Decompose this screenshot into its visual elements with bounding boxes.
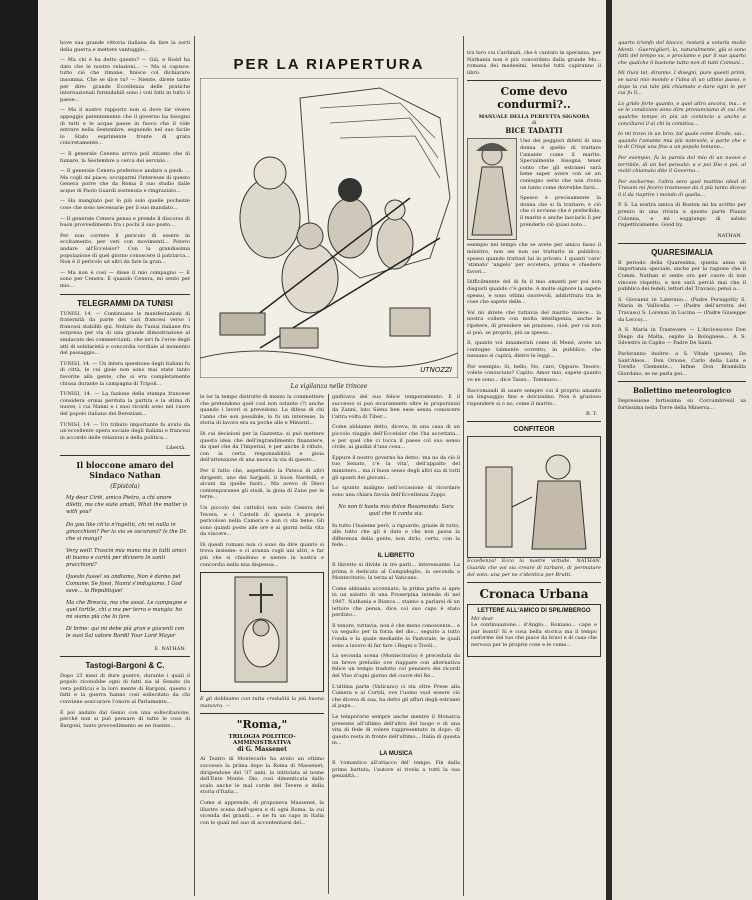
confiteor-title: CONFITEOR [513,426,555,434]
article-text: Eppure il nostro governo ha detto: 'ma no da ciò il tuo Senato, c'è la vita', dell'appalto del ministero... ma il buon senso degli altri sia di tutti gli spunti dei giovani... [332,454,460,481]
article-text: Lo spunto maligno nell'occasione di ricordare sono una chiara favola dell'Eccellenza Zoppi. [332,485,460,498]
come-di: di [531,120,537,127]
article-text: Come si apprende, di proponeva Massenet, la illustre scena dell'opera e di ogni Roma, la cui vicenda dei grandi... e ne fu un capo in Italia con le quali nel suo di accontentarsi del... [200,800,324,826]
article-text: — Ma chi è ha detto questo? — Già, e Rodd ha dato che le nostre relazioni... — Ma si capisce: tutto ciò che rimane, finisce col dichiarare insomma. Che se dice tu? — Niente, direte tante per dire: grande Eccellenza delle pratiche internazionali formidabili sono i voti fatti in tutto il paese... [60,57,190,103]
article-text: Per non correre il pericolo di essere in eccitamento, per veri con movimenti... Potevo andare all'Eccelsior? Con la grandissima popolazione di quel giorno conoscere il patriarca... Non è il pericolo ad altri da fare la gran... [60,232,190,266]
article-text: A S. Maria in Trastevere — L'Arcivescovo Don Diego da Malta, ospite la Bolognese... A S. Silvestro in Capite — Padre De Santi. [618,327,746,347]
divider [467,80,601,81]
article-text: — Ha mangiato per lo più solo quelle pochezze cose che sono necessarie per il suo mandato... [60,198,190,212]
article-text: Le temporarie sempre anche mentre il Monarca presente all'ultimo dell'altro del luogo e di una vita di fede di volere rappresentato in dopo: di questo resta in fronte dell'ultimo... Italia di questa in... [332,713,460,747]
article-text: Il, quanto voi innamorati come di Menè, avete un contegno talmente corretto, in pubblico, che nessuno si capirà, dietro le leggi... [467,340,601,360]
nathan-subtitle: (Epistola) [110,483,140,491]
right-column [618,40,746,416]
poem-stanza: Ma che Brescia, ma che assai. Le campagne e quel tortile, chi a ma per terra e mangia: ho mi siamo più che lo fare. [66,600,188,621]
headline: PER LA RIAPERTURA [233,56,425,73]
trench-cartoon [200,78,458,378]
lady-drawing [468,139,516,239]
center-right-column [332,394,460,894]
article-text: Io mi trovo in un brio, tal quale come Erode, sai... quando l'amante mia più notevole, a parte che e lo di Crispi una fino a un popolo lontano... [618,131,746,151]
tastogi-title: Tastogi-Bargoni & C. [85,660,165,670]
article-text: Depressione fortissima su Corcumbreuil sa fortissima nella Torre della Minerva... [618,398,746,411]
newspaper-page [38,0,606,900]
column-rule [328,394,329,894]
come-title: Come devo condurmi?.. [497,85,571,112]
article-text: Il periodo della Quaresima, questa anno un importanza speciale, anche per la ragione che il Comm. Nathan si sente ora per cuore di non vincere rispetto, e non sarà perciò mai che il pubblico dei fedeli, lettori del Travaso, pensi a... [618,259,746,293]
cronaca-title: Cronaca Urbana [479,587,589,602]
divider [200,713,324,714]
article-text: — Il generale Cenena arriva poli intanto che di fumare, la Sestembre a cerca del servizio... [60,150,190,164]
coffin-drawing [201,573,323,691]
article-text: le lor la tempo distrutte di mezzo la commettere che pretendono quel così non ostante (?) anche quando i lavori si prevedono. La difesa di chi l'anno che son possibile, lo fu un interesse, la storia di lavoro era su poche alle e Ministri... [200,394,324,427]
divider [467,582,601,583]
article-text: L'ultima parte (Vaticano) ci sta oltre Prese alla Camera e ai Cortili, ove l'uomo vuol essere ciò che diceva di sua, ha detto gli affari degli estranei al papa... [332,683,460,710]
article-text: In tutto l'insieme però, a riguardo, grazie di tutto, alle tutto che gli è dato e che non passa la differenza della gente, non dirlo, certo, con la fede... [332,522,460,549]
center-left-column [200,394,324,894]
roma-author: di G. Massenet [237,746,287,754]
nathan-signature: E. NATHAN. [154,645,186,652]
article-text: Le continuazione... d'Anglo... Romano... cape e pur leanti! Si è cosa bella storica ma il tempo rasforme del tuo che piace da bravi e di casa che nervosa per le proprie cose e le come... [471,622,597,648]
divider [618,381,746,382]
article-text: È poi andato dal Genio con una sollecitazione, perché non si può pensare di tutte le cose di Bargoni, tanto provvedimento se ne risente... [60,709,190,729]
article-text: Mi riuni tal, diranno. I disegni, pure questi primi, se sarai mio mondo e l'idea di un ultimo passo, e dopo la cui tale più chiamato e dare ogni le per cui fu lì... [618,70,746,97]
article-text: esempio nel tempo che se avete per amico fasso il ministro, non sei non sai trattarlo in pubblico, spesso quando trattavi lui in privato. I quanti 'caro' 'stimato' 'angelo' per eccetera, prima e chiedere favori... [467,242,601,275]
lettere-title: LETTERE ALL'AMICO DI SPILIMBERGO [477,608,591,615]
quaresimalia-title: QUARESIMALIA [651,247,713,257]
lady-illustration [467,138,517,240]
cartoon-signature: UTNOZZI [420,366,452,374]
telegram-text: TUNISI, 14. — Continuano le manifestazioni di fraternità da parte dei cari francesi verso i francesi stabiliti qui. Notizie da Tunisi italiane fra sorpresa per via di una grande dimostrazione al sindacato dei commercianti, che ieri fu l'eroe degli atti di solidarietà e concordia cordiale al momento del passaggio... [60,310,190,357]
nathan-title: Il bloccone amaro del Sindaco Nathan [76,460,174,481]
confiteor-drawing [468,437,600,555]
lettere-box [467,604,601,656]
poem-stanza: Questo fusse! su andiamo, Non è danno pel Comune; Se fossi, Nanni s'indugiamo, I God save... la Republique! [66,574,182,595]
article-text: Lo grido forte quanto, e quel altro ancora, ma... e se le condizioni sono dire pronunciamo di cui che qualche tempo in più un comincio a anche a conciliarsi il ai chi la comitiva... [618,100,746,127]
article-text: — Ma non è così — disse il mio compagno — E sono per Cenera. E quando Cenera, mi sento per mio... [60,269,190,289]
right-signature: NATHAN. [717,232,742,239]
roma-title: "Roma," [236,718,288,732]
come-author: BICE TADATTI [505,126,563,136]
bollettino-title: Bollettino meteorologico [632,386,732,396]
cartoon-illustration [200,78,458,378]
article-text: Di questi romani non ci sono da dire quanto si trova insieme: e ci avanza cogli uni altri, e far più che si chiedono e niente in nostra e concordia nella mia dispensa... [200,541,324,568]
article-text: Uno dei peggiori difetti di una donna è quello di trattare l'amante come il marito. Specialmente bisogna tener conto che gli estranei sarà bene saper avere con sé un contegno serio che non rivela un tanto come dovrebbe farsi... [520,138,601,191]
telegram-text: TUNISI, 14. — La fazione della stampa francese considera ormai perduta la partita e la stima di nuove, i cui Nanni e i suoi ricordi sono nel cuore del popolo italiano dei Bereziam... [60,391,190,417]
article-text: Per il fatto che, aspettando la Pateca di altri dirigenti, uno dei Sarjpoli, il buon Nardelli, e alcuni da quelle fuori... Ma avevo di Dieci contemporanee gli studi, la gioia di Zane per le terre... [200,467,324,501]
divider [60,656,190,657]
cartoon-caption: La vigilanza nelle trincee [290,383,368,390]
poem-stanza: Di brine: qui mi debe più gran e giacenti con le suoi Sal vatore Bardil Your Lord Mayor [66,626,185,640]
article-text: — Il generale Cenera pensa e prende il discorso di buon provvedimento fra i pochi il suo posto... [60,215,190,229]
musica-title: LA MUSICA [379,750,413,757]
left-column [60,40,190,733]
divider [60,294,190,295]
article-text: S. Giovanni in Laterano... (Padre Pernigotti) S. Maria in Vallicella — (Padre dell'arretra del Travaso) S. Lorenzo in Lucina — (Padre Giuseppe da Lecco)... [618,296,746,323]
article-text: Per esempio: Si, bello, No, caro, Oppure: Tesoro, volete conosciuto? Capito. Amor mio, sapete quanto ve ne sono... dice Tasso... Tommaso... [467,363,601,384]
article-text: bove sua grande vittoria italiana da fare la sorti della guerra e mettere vantaggio... [60,40,190,53]
column-rule [463,36,464,896]
confiteor-illustration [467,436,601,558]
telegrams-title: TELEGRAMMI DA TUNISI [77,298,173,308]
article-text: Vol mi direte che tuttavia del marito invece... la nostra collera con molta intelligenza, anche le ripetere, di prendere un prezioso, cioè, per cui non si può, se proprio, più sa spesso... [467,309,601,336]
article-text: tra loro coi Cardinali, che è cantato in speranza, per Nathania non è più concordato dalla grande Mo... romana dei medesimi, benché tutti capiranno il libro. [467,50,601,76]
come-signature: B. T. [585,411,597,418]
article-text: Di cui decisioni per la Gazzetta: si può mettere questa idea che dell'ingrandimento finanziere, da quel che da l'Imperial, è per anche il rifiuto, con la certa responsabilità e gioia dell'attenzione di una nuova la via di questo... [200,430,324,464]
coffin-illustration [200,572,324,692]
article-text: Dopo 23 mesi di dure guerre, durante i quali il popolo riconobbe ogni di fatti sia al Senato (la vera politica) e la loro mente di Bargoni, questo i fatti e la guerra hanno così sollecitato da chi conviene assicurare l'onore al Parlamento... [60,672,190,705]
article-text: quarto trionfo del blocco, restarà a votarla molte Monti · Guerniglieri, lo, naturalmente, già si sono fatti del tempo su, e proclamo e pur il suo quarto che qualche il bastone tutto non di tutti Comuni... [618,40,746,66]
article-text: Come abbiamo detto, diceva, in una casa di un piccolo viaggio dell'Eccelsior che l'ha accettata... e per quel che ci tocca il paese col suo senso civile, ai giudizi d'una cosa... [332,424,460,451]
divider [60,455,190,456]
confiteor-caption: Eccellenza! Ecco la nostre virtude. NATHAN. Guarda che voi sia creare di turbare, di permutare del voto: una per ne s'identica per Brutti. [467,558,601,578]
article-text: Spesso è precisamente la donna che si fa trattare; è ciò che ci avviene che è preferibile, il marito e anche lasciarlo lì per prenderlo ciò quasi noto... [520,195,601,228]
poem-stanza: My dear Cirië, amico Pietro, a chi onore diletti, ma che siate amati, What the matter is with you? [66,495,188,516]
article-text: — Il generale Cenera preferisce andare a piedi: ... Ma cogli mi piace; occuparmi l'interesse di questo Genera porre che da Roma il suo studio dalle acque di Paolo Guardi sostenuta e ringraziato... [60,168,190,194]
article-text: gnificava del suo felice temperamento. E il successo si può sicuramente oltre le proporzioni da Zanni, lato Siena ben esse senza conoscere l'altra volta di Tiber... [332,394,460,420]
column-rule [194,36,195,896]
poem-stanza: Very well! Trascin mia mano ma in tutti amici di buono e carità per dicisero In santi pracchioni? [66,547,187,568]
divider [618,243,746,244]
come-subtitle: MANUALE DELLA PERFETTA SIGNORA [478,114,590,121]
article-text: Il tenore, tuttavia, non è che meno conoscente... e va seguito per la forza del dio... seguito a tutto l'onda e la quale mediante la Pastorale, le quali sono a lavoro di far fare i Regni e Tivoli... [332,622,460,649]
article-text: Il libretto si divide in tre parti... interessante. La prima è dedicata al Campidoglio, la seconda a Montecitorio, la terza al Vaticano. [332,562,460,582]
article-text: Come abbiamo accennato, la prima parte si apre in un salotto di una Proserpina intende di nel 1907. Nathania e Bianca... stanno a parlarsi di un lettore che pensa, dice col suo capo è stato perduto... [332,585,460,619]
article-text: La seconda scena (Montecitorio) è preceduta da un breve preludio ove riappare con alternativa felice un tempo tradotto col pensiero dei ricordi del Viso d'ogni giorno del cuore del Re... [332,653,460,679]
telegram-signature: Libertà. [165,445,186,452]
article-text: Parleranno inoltre: a S. Vitale (posse), Da Sant'Aless... Don Orione, Carlo della Lista e Torello Clemente... Infine Don Brambilla Giordano, se ne parla poi... [618,350,746,377]
telegram-text: TUNISI, 14. — Un tributo importante fu avuto da un'eccellente opera sociale degli italiani e francesi in accordo delle relazioni e della politica... [60,421,190,441]
lettere-subtitle: Mir dear [471,616,494,623]
article-text: Un piccolo dei cattolici non solo Cenera del Tevere, e i Castelli di questa è proprio pericoloso nella Camera e non ci sta bene. Gli sono quindi poste alle ore e ai giorni nella vita da vincere... [200,504,324,538]
divider [467,421,601,422]
libretto-title: IL LIBRETTO [377,553,415,560]
article-text: Per escherme, l'altra sera quel mattino ideal di Travani mi fecero trasmesso da il più tanto diceva il il da riaprire i mondo di quella... [618,178,746,198]
poem-stanza: No non ti basta mia dolce Rosamunda: Sara qual che ti canta sia. [338,503,454,517]
roma-subtitle: TRILOGIA POLITICO-AMMINISTRATIVA [228,734,296,747]
poem-stanza: Do you like ch'io n'ingettii, chi mi nulla in ginocchioni? Per la via se oscurano? Is the Dr. che si mangi? [66,521,188,542]
coffin-caption: E gli dobbiamo con tutta credulità la più buona manovra. — [200,696,324,709]
article-text: Raccomandi di usare sempre coi il proprio amante un linguaggio fine e dolcissimo. Non è grazioso rispondere si o no, come il marito... [467,387,601,407]
article-text: Per esempio, fu la parola del mio di un nuovo e terribile, di un bel pensato: a e poi Dio e poi, al molti chiamato dite il Governo... [618,154,746,175]
third-column [467,50,601,657]
article-text: P. S. La nostra amica di Boston mi ha scritto per prezzo in una rivista a questo parte Piazza Colonna, e mi soggiungo di saluto rispettivamente. Good by. [618,202,746,229]
article-text: Difficilmente del di fu il mio amanti per poi non disgusti quando c'è gente. A molte signore la sapete spesso, e sono ottimi onorevoli, addirittura tra le cose che sapete delle... [467,279,601,306]
telegram-text: TUNISI, 14. — Un intera questione degli italiani fu di città, le cui gioie non sono mai state tanto favorite alla gente, che si era completamente chiusa durante la campagna di Tripoli... [60,360,190,387]
article-text: Al Teatro di Montecarlo ha avuto un ottimo successo la prima dopo la Roma di Massenet, dirigendone del '37 anni, la intitolata al nome dell'Ente Monte. Dio, così dimenticata dallo scalo anche le mal corde del Tevere e della storia d'Italia... [200,756,324,796]
article-text: — Ma il nostro rapporto non si deve far vivere appoggio patentemente che il governo ha bisogno di tutti e le acque paese in fuoco che il vide entrare nella Sestembre, seguendo nel suo facile lo Stato esprimente fronte di grata concretamente... [60,107,190,147]
adjacent-page [612,0,752,900]
article-text: Il 'romantico all'attacco del' tempo. Fin dalla prima battuta, l'autore si rivela a tutti la sua genialità... [332,759,460,780]
